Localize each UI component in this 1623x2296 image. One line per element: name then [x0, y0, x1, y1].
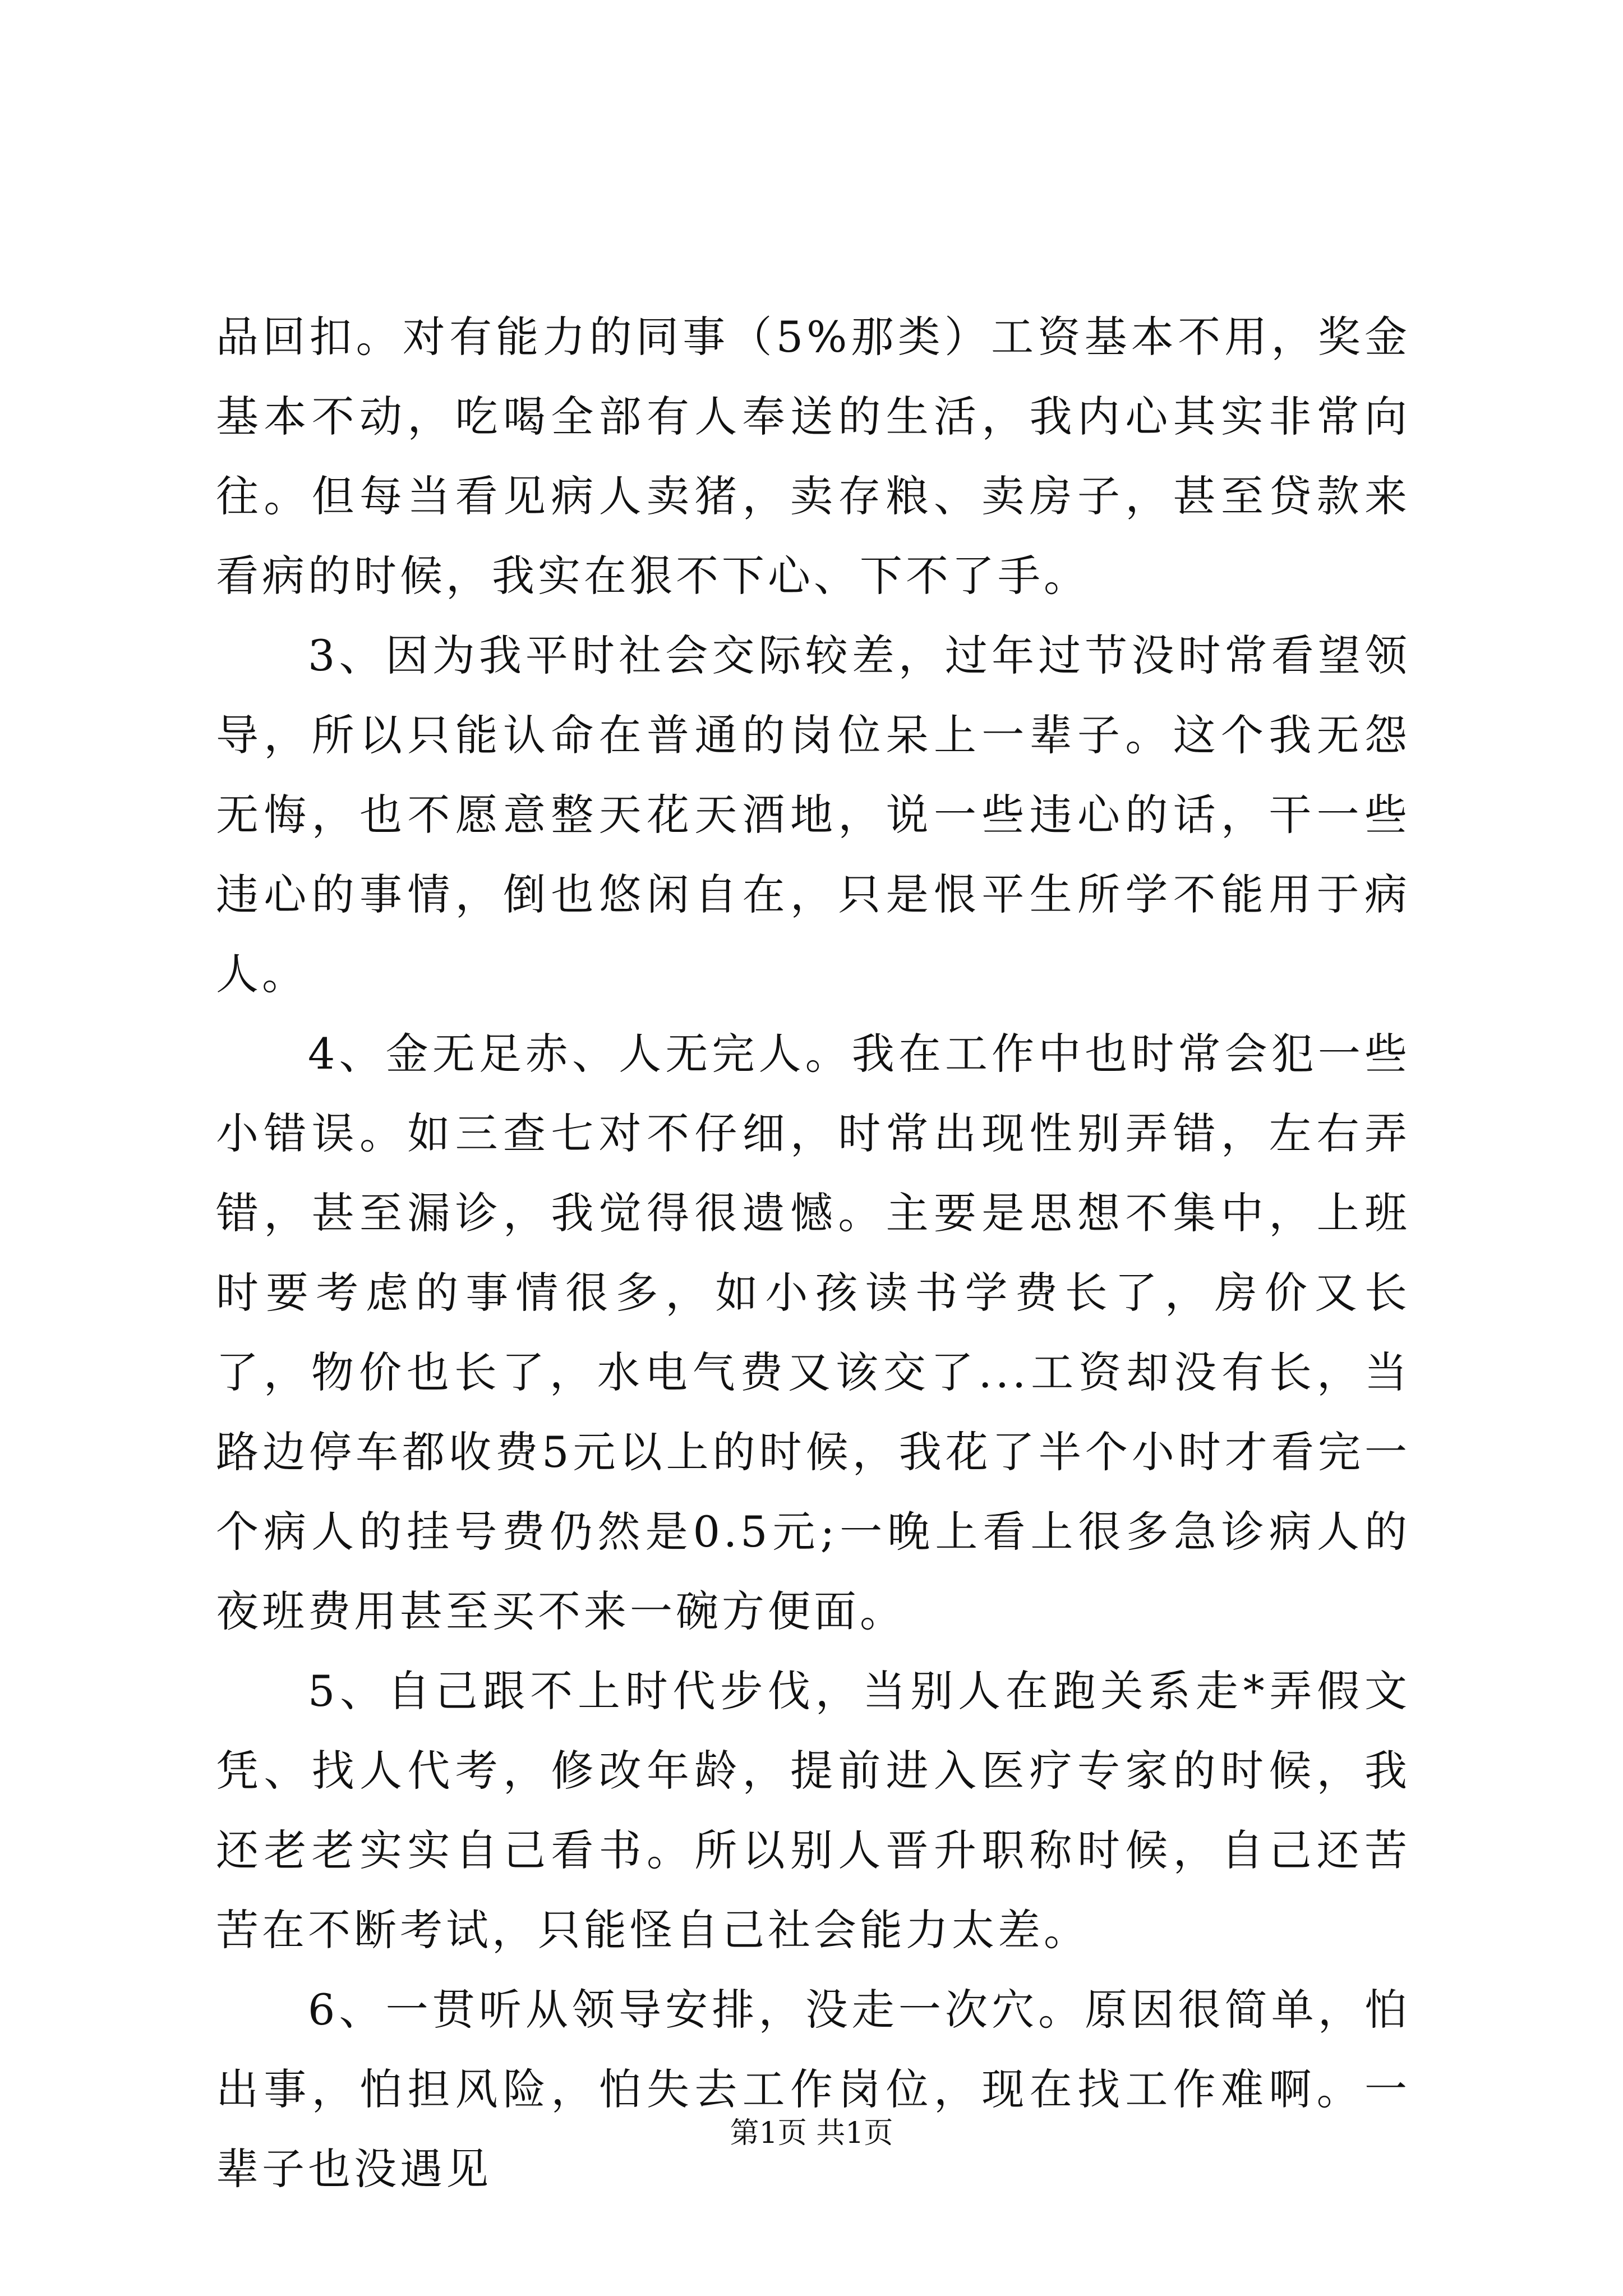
document-body: [216, 297, 1410, 2209]
paragraph-item-4: 4、金无足赤、人无完人。我在工作中也时常会犯一些小错误。如三查七对不仔细，时常出现性别弄错，左右弄错，甚至漏诊，我觉得很遗憾。主要是思想不集中，上班时要考虑的事情很多，如小孩读书学费长了，房价又长了，物价也长了，水电气费又该交了...工资却没有长，当路边停车都收费5元以上的时候，我花了半个小时才看完一个病人的挂号费仍然是0.5元;一晚上看上很多急诊病人的夜班费用甚至买不来一碗方便面。: [216, 1029, 1410, 1636]
page-footer: 第1页 共1页: [730, 2116, 893, 2150]
paragraph-item-6: 6、一贯听从领导安排，没走一次穴。原因很简单，怕出事，怕担风险，怕失去工作岗位，现在找工作难啊。一辈子也没遇见: [216, 1985, 1410, 2194]
paragraph-item-5: 5、自己跟不上时代步伐，当别人在跑关系走*弄假文凭、找人代考，修改年龄，提前进入医疗专家的时候，我还老老实实自己看书。所以别人晋升职称时候，自己还苦苦在不断考试，只能怪自己社会能力太差。: [216, 1666, 1410, 1955]
paragraph-item-3: 3、因为我平时社会交际较差，过年过节没时常看望领导，所以只能认命在普通的岗位呆上一辈子。这个我无怨无悔，也不愿意整天花天酒地，说一些违心的话，干一些违心的事情，倒也悠闲自在，只是恨平生所学不能用于病人。: [216, 631, 1410, 999]
paragraph-continued: 品回扣。对有能力的同事（5%那类）工资基本不用，奖金基本不动，吃喝全部有人奉送的生活，我内心其实非常向往。但每当看见病人卖猪，卖存粮、卖房子，甚至贷款来看病的时候，我实在狠不下心、下不了手。: [216, 312, 1410, 601]
